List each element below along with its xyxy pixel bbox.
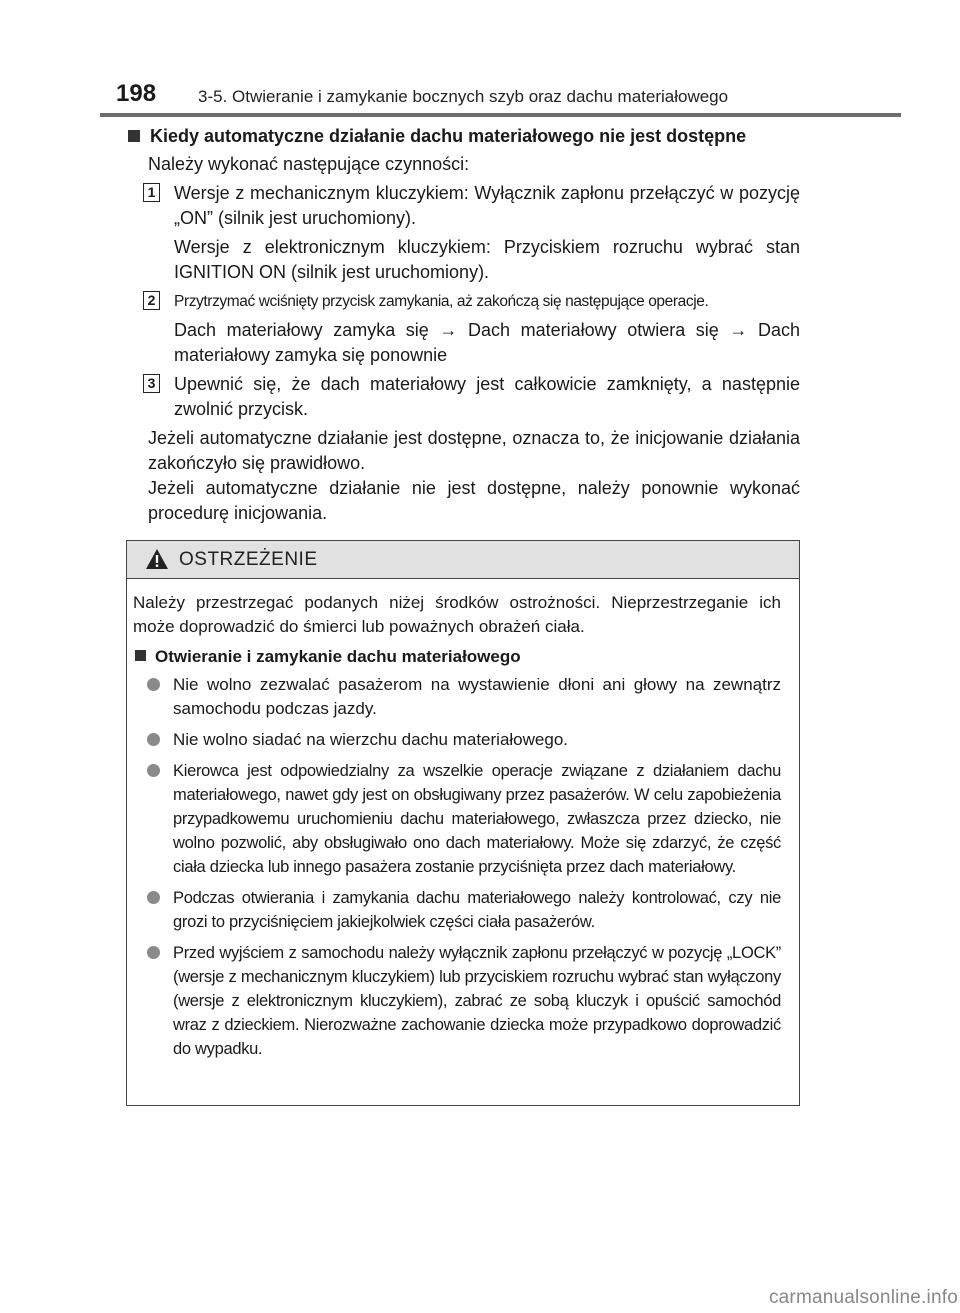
section-intro: Należy wykonać następujące czynności: [148,154,470,174]
warning-triangle-icon [145,548,169,570]
warning-title: OSTRZEŻENIE [179,549,318,570]
result-paragraph-success: Jeżeli automatyczne działanie jest dostępne, oznacza to, że inicjowanie działania zakończyło się prawidłowo. [148,428,800,473]
warning-subheading-text: Otwieranie i zamykanie dachu materiałowego [155,647,521,666]
square-bullet-icon [128,130,140,142]
warning-bullet-text: Nie wolno zezwalać pasażerom na wystawienie dłoni ani głowy na zewnątrz samochodu podczas jazdy. [173,675,781,718]
step-text: Wersje z mechanicznym kluczykiem: Wyłącznik zapłonu przełączyć w pozycję „ON” (silnik jest uruchomiony). [174,183,800,228]
warning-bullet-text: Kierowca jest odpowiedzialny za wszelkie operacje związane z działaniem dachu materiałowego, nawet gdy jest on obsługiwany przez pasażerów. W celu zapobieżenia przypadkowemu uruchomieniu dachu materiałowego, zwłaszcza przez dziecko, nie wolno pozwolić, aby obsługiwało ono dach materiałowy. Może się zdarzyć, że część ciała dziecka lub innego pasażera zostanie przyciśnięta przez dach materiałowy. [173,762,781,876]
header-rule [100,113,901,117]
header-title: 3-5. Otwieranie i zamykanie bocznych szyb oraz dachu materiałowego [198,87,729,106]
warning-bullet-text: Podczas otwierania i zamykania dachu materiałowego należy kontrolować, czy nie grozi to przyciśnięciem jakiejkolwiek części ciała pasażerów. [173,889,781,931]
warning-bullet-text: Przed wyjściem z samochodu należy wyłącznik zapłonu przełączyć w pozycję „LOCK” (wersje z mechanicznym kluczykiem) lub przyciskiem rozruchu wybrać stan wyłączony (wersje z elektronicznym kluczykiem), zabrać ze sobą kluczyk i opuścić samochód wraz z dzieckiem. Nierozważne zachowanie dziecka może przypadkowo doprowadzić do wypadku. [173,944,781,1058]
warning-intro: Należy przestrzegać podanych niżej środków ostrożności. Nieprzestrzeganie ich może doprowadzić do śmierci lub poważnych obrażeń ciała. [133,593,781,636]
square-bullet-icon [135,650,146,661]
warning-bullet [173,673,781,721]
step-text: Przytrzymać wciśnięty przycisk zamykania, aż zakończą się następujące operacje. [174,293,709,310]
round-bullet-icon [147,678,160,691]
step-1-note: Wersje z elektronicznym kluczykiem: Przyciskiem rozruchu wybrać stan IGNITION ON (silnik jest uruchomiony). [174,237,800,282]
step-text: Upewnić się, że dach materiałowy jest całkowicie zamknięty, a następnie zwolnić przycisk. [174,374,800,419]
warning-bullet [173,886,781,934]
round-bullet-icon [147,733,160,746]
page-number: 198 [116,80,157,107]
step-2-sequence: Dach materiałowy zamyka się → Dach materiałowy otwiera się → Dach materiałowy zamyka się ponownie [174,320,800,365]
step-2 [147,289,800,314]
step-number-badge: 3 [143,374,160,393]
step-3 [147,372,800,422]
result-paragraph-failure: Jeżeli automatyczne działanie nie jest dostępne, należy ponownie wykonać procedurę inicjowania. [148,478,800,523]
warning-bullet [173,728,781,752]
section-heading-text: Kiedy automatyczne działanie dachu materiałowego nie jest dostępne [150,126,747,146]
warning-box [126,540,800,1106]
round-bullet-icon [147,946,160,959]
round-bullet-icon [147,764,160,777]
watermark: carmanualsonline.info [768,1287,958,1308]
step-number-badge: 2 [143,291,160,310]
content-section [126,124,800,526]
warning-body [127,579,799,1061]
warning-bullet [173,941,781,1061]
step-number-badge: 1 [143,183,160,202]
warning-subheading [133,645,781,669]
round-bullet-icon [147,891,160,904]
warning-header [127,541,799,579]
warning-bullet-text: Nie wolno siadać na wierzchu dachu materiałowego. [173,730,568,749]
warning-bullet [173,759,781,879]
step-1 [147,181,800,231]
section-heading [126,124,800,149]
